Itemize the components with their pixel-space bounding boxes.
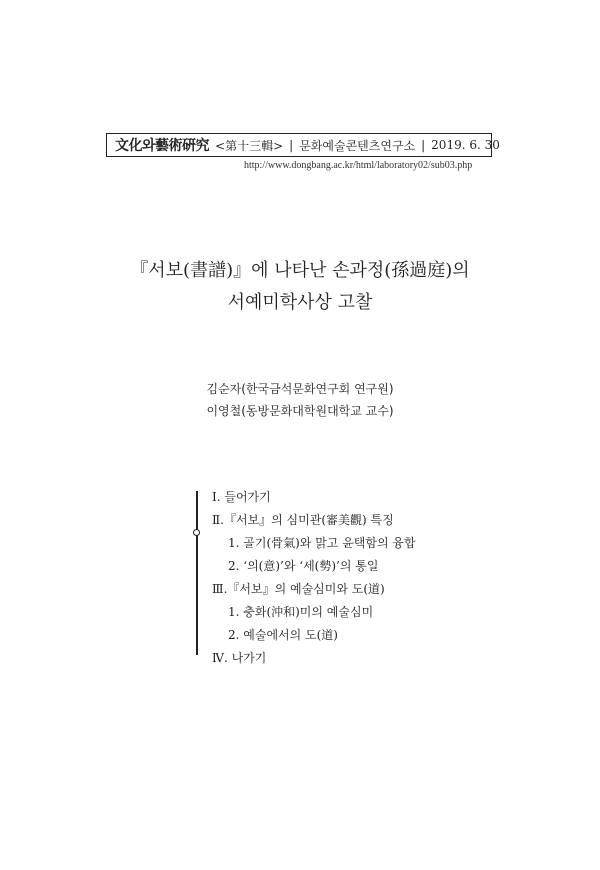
toc-item: Ⅲ.『서보』의 예술심미와 도(道) (212, 582, 385, 596)
toc-subitem: 2. ‘의(意)’와 ‘세(勢)’의 통일 (228, 559, 379, 573)
author-1: 김순자(한국금석문화연구회 연구원) (206, 382, 394, 396)
table-of-contents (212, 486, 416, 670)
toc-marker (193, 529, 200, 536)
toc-divider (196, 491, 198, 655)
journal-volume: <第十三輯> (215, 138, 284, 153)
toc-subitem: 2. 예술에서의 도(道) (228, 628, 338, 642)
journal-date: 2019. 6. 30 (431, 138, 500, 152)
journal-logo: 文化와藝術硏究 (115, 138, 210, 154)
toc-subitem: 1. 충화(沖和)미의 예술심미 (228, 605, 374, 619)
toc-subitem: 1. 골기(骨氣)와 맑고 윤택함의 융합 (228, 536, 416, 550)
journal-publisher: 문화예술콘텐츠연구소 (299, 138, 416, 153)
header-separator: | (421, 138, 426, 152)
header-separator: | (289, 138, 294, 152)
author-2: 이영철(동방문화대학원대학교 교수) (206, 404, 394, 418)
toc-item: Ⅳ. 나가기 (212, 651, 267, 665)
journal-header (106, 133, 500, 157)
toc-item: Ⅰ. 들어가기 (212, 490, 271, 504)
toc-item: Ⅱ.『서보』의 심미관(審美觀) 특징 (212, 513, 394, 527)
paper-title-line1: 『서보(書譜)』에 나타난 손과정(孫過庭)의 (130, 260, 470, 281)
paper-title-line2: 서예미학사상 고찰 (227, 292, 373, 313)
journal-url[interactable]: http://www.dongbang.ac.kr/html/laboratory02/sub03.php (244, 160, 473, 171)
